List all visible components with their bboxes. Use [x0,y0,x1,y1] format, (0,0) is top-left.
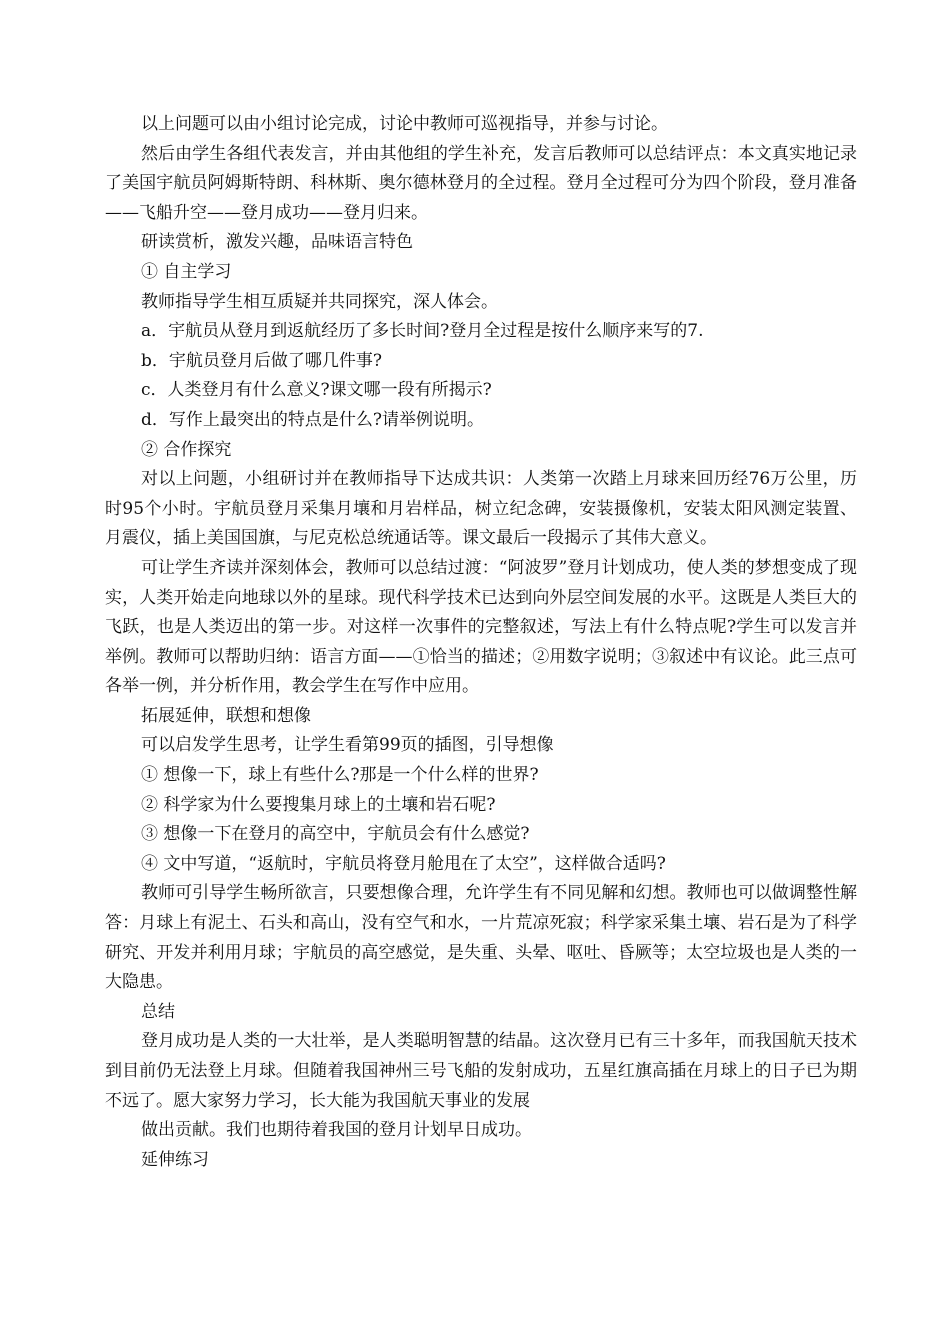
paragraph: 以上问题可以由小组讨论完成，讨论中教师可巡视指导，并参与讨论。 [141,114,668,134]
paragraph: 可让学生齐读并深刻体会，教师可以总结过渡：“阿波罗”登月计划成功，使人类的梦想变成了现实，人类开始走向地球以外的星球。现代科学技术已达到向外层空间发展的水平。这既是人类巨大的飞跃，也是人类迈出的第一步。对这样一次事件的完整叙述，写法上有什么特点呢?学生可以发言并举例。教师可以帮助归纳：语言方面——①恰当的描述；②用数字说明；③叙述中有议论。此三点可各举一例，并分析作用，教会学生在写作中应用。 [105,557,857,697]
paragraph: 教师指导学生相互质疑并共同探究，深人体会。 [141,291,498,312]
question-item: b．宇航员登月后做了哪几件事? [141,350,382,371]
question-item: ③ 想像一下在登月的高空中，宇航员会有什么感觉? [141,824,530,845]
paragraph: 做出贡献。我们也期待着我国的登月计划早日成功。 [141,1120,532,1141]
section-heading: 总结 [141,1001,175,1022]
section-heading: 拓展延伸，联想和想像 [141,705,311,726]
paragraph: 对以上问题，小组研讨并在教师指导下达成共识：人类第一次踏上月球来回历经76万公里，历时95个小时。宇航员登月采集月壤和月岩样品，树立纪念碑，安装摄像机，安装太阳风测定装置、月震仪，插上美国国旗，与尼克松总统通话等。课文最后一段揭示了其伟大意义。 [105,469,857,549]
question-item: ④ 文中写道，“返航时，宇航员将登月舱甩在了太空”，这样做合适吗? [141,853,666,874]
paragraph: 然后由学生各组代表发言，并由其他组的学生补充，发言后教师可以总结评点：本文真实地记录了美国宇航员阿姆斯特朗、科林斯、奥尔德林登月的全过程。登月全过程可分为四个阶段，登月准备——飞船升空——登月成功——登月归来。 [105,143,857,223]
subsection-heading: ① 自主学习 [141,261,232,282]
question-item: a．宇航员从登月到返航经历了多长时间?登月全过程是按什么顺序来写的7. [141,321,704,342]
section-heading: 延伸练习 [141,1149,209,1170]
question-item: d．写作上最突出的特点是什么?请举例说明。 [141,409,484,430]
paragraph: 可以启发学生思考，让学生看第99页的插图，引导想像 [141,735,554,756]
document-page [105,110,857,1175]
subsection-heading: ② 合作探究 [141,439,232,460]
paragraph: 登月成功是人类的一大壮举，是人类聪明智慧的结晶。这次登月已有三十多年，而我国航天技术到目前仍无法登上月球。但随着我国神州三号飞船的发射成功，五星红旗高插在月球上的日子已为期不远了。愿大家努力学习，长大能为我国航天事业的发展 [105,1031,857,1111]
section-heading: 研读赏析，激发兴趣，品味语言特色 [141,232,413,253]
question-item: c．人类登月有什么意义?课文哪一段有所揭示? [141,380,492,401]
question-item: ② 科学家为什么要搜集月球上的土壤和岩石呢? [141,794,496,815]
paragraph: 教师可引导学生畅所欲言，只要想像合理，允许学生有不同见解和幻想。教师也可以做调整性解答：月球上有泥土、石头和高山，没有空气和水，一片荒凉死寂；科学家采集土壤、岩石是为了科学研究、开发并利用月球；宇航员的高空感觉，是失重、头晕、呕吐、昏厥等；太空垃圾也是人类的一大隐患。 [105,883,857,993]
question-item: ① 想像一下，球上有些什么?那是一个什么样的世界? [141,765,539,786]
